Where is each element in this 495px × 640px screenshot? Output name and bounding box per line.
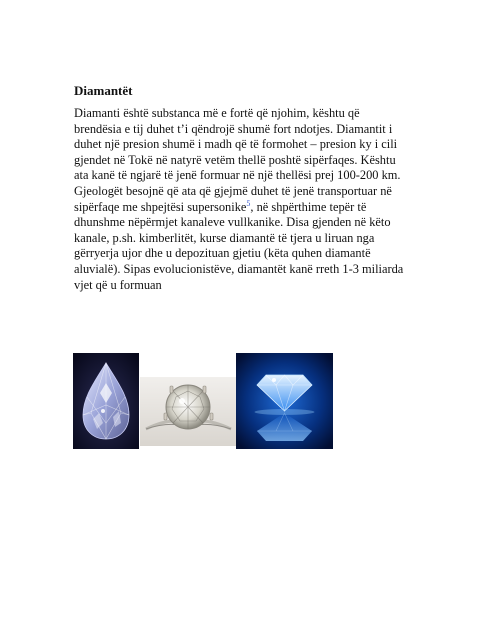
paragraph-line: vjet që u formuan [74,277,162,292]
paragraph-line: duhet një presion shumë i madh që të formohet – presion ky i cili [74,137,398,152]
diamond-ring-photo [140,377,237,446]
paragraph-line: kanale, p.sh. kimberlitët, kurse diamantë të tjera u liruan nga [74,230,375,245]
paragraph-line: brendësia e tij duhet t’i qëndrojë shumë fort ndotjes. Diamantit i [74,121,393,136]
paragraph-line: ata kanë të ngjarë të jenë formuar në një thellësi prej 100-200 km. [74,168,401,183]
paragraph-line: aluvialë). Sipas evolucionistëve, diamantët kanë rreth 1-3 miliarda [74,261,404,276]
paragraph-line: Gjeologët besojnë që ata që gjejmë duhet të jenë transportuar në [74,183,392,198]
blue-diamond-reflection-photo [236,353,333,449]
paragraph-line: dhunshme nëpërmjet kanaleve vullkanike. Disa gjenden në këto [74,215,391,230]
paragraph-line: gjendet në Tokë në natyrë vetëm thellë poshtë sipërfaqes. Kështu [74,152,396,167]
pear-cut-diamond-photo [73,353,139,449]
blue-diamond-illustration [236,353,333,449]
body-paragraph [74,106,434,293]
footnote-reference[interactable]: 5 [246,198,251,208]
ring-illustration [140,377,237,446]
line-text: sipërfaqe me shpejtësi supersonike [74,199,247,214]
pear-diamond-illustration [73,353,139,449]
paragraph-line: Diamanti është substanca më e fortë që njohim, kështu që [74,106,360,120]
document-title: Diamantët [74,83,133,98]
paragraph-line: gërryerja ujor dhe u depozituan gjetiu (këta quhen diamantë [74,246,371,261]
line-text: , në shpërthime tepër të [250,199,367,214]
paragraph-line [74,200,434,216]
